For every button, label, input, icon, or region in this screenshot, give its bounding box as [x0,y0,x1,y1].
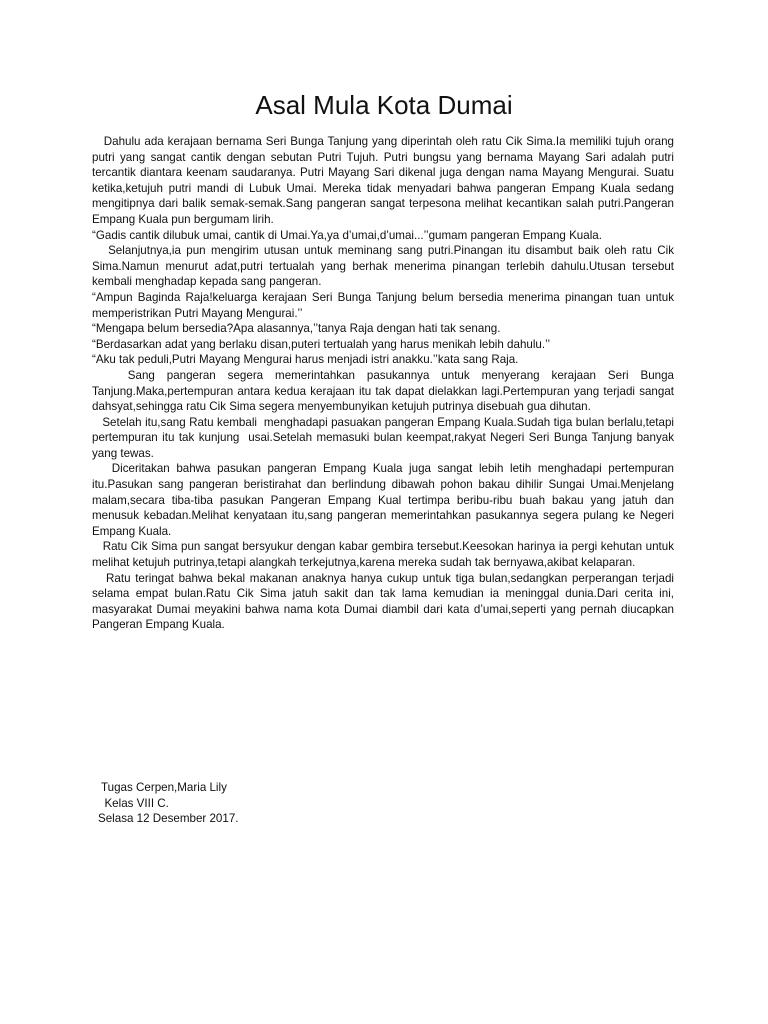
author-footer [98,780,239,827]
paragraph: “Mengapa belum bersedia?Apa alasannya,’’tanya Raja dengan hati tak senang. [92,322,501,336]
story-body [92,134,678,633]
paragraph: Diceritakan bahwa pasukan pangeran Empang Kuala juga sangat lebih letih menghadapi pertempuran itu.Pasukan sang pangeran beristirahat dan berlindung dibawah pohon bakau dihilir Sungai Umai.Menjelang malam,secara tiba-tiba pasukan Pangeran Empang Kual tertimpa beribu-ribu buah bakau yang jatuh dan menusuk kebadan.Melihat kenyataan itu,sang pangeran memerintahkan pasukannya segera pulang ke Negeri Empang Kuala. [92,462,678,538]
paragraph: Ratu teringat bahwa bekal makanan anaknya hanya cukup untuk tiga bulan,sedangkan perperangan terjadi selama empat bulan.Ratu Cik Sima jatuh sakit dan tak lama kemudian ia meninggal dunia.Dari cerita ini, masyarakat Dumai meyakini bahwa nama kota Dumai diambil dari kata d’umai,seperti yang pernah diucapkan Pangeran Empang Kuala. [92,571,678,632]
paragraph: Dahulu ada kerajaan bernama Seri Bunga Tanjung yang diperintah oleh ratu Cik Sima.Ia memiliki tujuh orang putri yang sangat cantik dengan sebutan Putri Tujuh. Putri bungsu yang bernama Mayang Sari adalah putri tercantik diantara keenam saudaranya. Putri Mayang Sari dikenal juga dengan nama Mayang Mengurai. Suatu ketika,ketujuh putri mandi di Lubuk Umai. Mereka tidak menyadari bahwa pangeran Empang Kuala sedang mengitipnya dari balik semak-semak.Sang pangeran sangat terpesona melihat kecantikan salah putri.Pangeran Empang Kuala pun bergumam lirih. [92,135,678,226]
paragraph: “Gadis cantik dilubuk umai, cantik di Umai.Ya,ya d’umai,d’umai...’’gumam pangeran Empang Kuala. [92,228,602,242]
date-line: Selasa 12 Desember 2017. [98,812,239,826]
paragraph: Setelah itu,sang Ratu kembali menghadapi pasuakan pangeran Empang Kuala.Sudah tiga bulan berlalu,tetapi pertempuran itu tak kunjung usai.Setelah memasuki bulan keempat,rakyat Negeri Seri Bunga Tanjung banyak yang tewas. [92,415,678,460]
paragraph: Sang pangeran segera memerintahkan pasukannya untuk menyerang kerajaan Seri Bunga Tanjung.Maka,pertempuran antara kedua kerajaan itu tak dapat dielakkan lagi.Pertempuran yang terjadi sangat dahsyat,sehingga ratu Cik Sima segera menyembunyikan ketujuh putrinya disebuah gua dihutan. [92,368,678,414]
paragraph: Ratu Cik Sima pun sangat bersyukur dengan kabar gembira tersebut.Keesokan harinya ia pergi kehutan untuk melihat ketujuh putrinya,tetapi alangkah terkejutnya,karena mereka sudah tak bernyawa,akibat kelaparan. [92,540,678,570]
class-line: Kelas VIII C. [98,796,169,810]
paragraph: “Berdasarkan adat yang berlaku disan,puteri tertualah yang harus menikah lebih dahulu.’’ [92,337,551,351]
paragraph: “Ampun Baginda Raja!keluarga kerajaan Seri Bunga Tanjung belum bersedia menerima pinangan tuan untuk memperistrikan Putri Mayang Mengurai.’’ [92,290,678,320]
page-title: Asal Mula Kota Dumai [255,90,513,120]
paragraph: “Aku tak peduli,Putri Mayang Mengurai harus menjadi istri anakku.’’kata sang Raja. [92,353,519,367]
assignment-line: Tugas Cerpen,Maria Lily [98,781,227,794]
paragraph: Selanjutnya,ia pun mengirim utusan untuk meminang sang putri.Pinangan itu disambut baik oleh ratu Cik Sima.Namun menurut adat,putri tertualah yang berhak menerima pinangan terlebih dahulu.Utusan tersebut kembali menghadap kepada sang pangeran. [92,244,678,289]
